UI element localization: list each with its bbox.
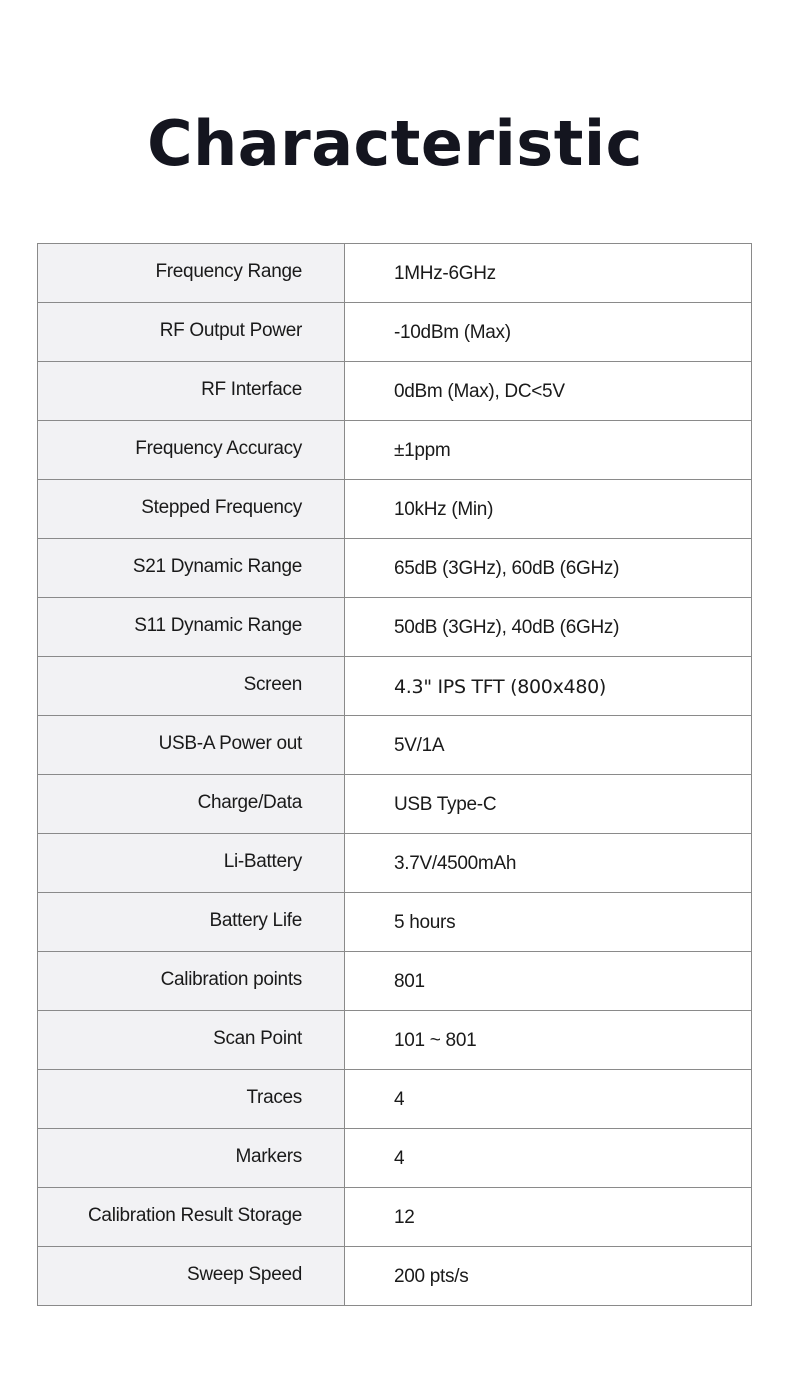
spec-label: Screen [38,657,345,716]
table-row [38,834,752,893]
spec-label: Traces [38,1070,345,1129]
table-row [38,952,752,1011]
spec-value: 0dBm (Max), DC<5V [345,362,752,421]
table-row [38,1188,752,1247]
spec-value: 5V/1A [345,716,752,775]
spec-value: 5 hours [345,893,752,952]
spec-label: S11 Dynamic Range [38,598,345,657]
spec-label: Battery Life [38,893,345,952]
spec-value: USB Type-C [345,775,752,834]
spec-value: 10kHz (Min) [345,480,752,539]
table-row [38,421,752,480]
spec-label: Sweep Speed [38,1247,345,1306]
spec-label: RF Interface [38,362,345,421]
spec-value: 4 [345,1129,752,1188]
spec-value: 4.3" IPS TFT (800x480) [345,657,752,716]
table-row [38,480,752,539]
spec-label: USB-A Power out [38,716,345,775]
table-row [38,893,752,952]
spec-value: 50dB (3GHz), 40dB (6GHz) [345,598,752,657]
page-title: Characteristic [147,107,643,180]
spec-label: Calibration points [38,952,345,1011]
spec-label: Calibration Result Storage [38,1188,345,1247]
spec-value: -10dBm (Max) [345,303,752,362]
table-row [38,303,752,362]
spec-value: 200 pts/s [345,1247,752,1306]
table-row [38,716,752,775]
spec-value: ±1ppm [345,421,752,480]
spec-label: Stepped Frequency [38,480,345,539]
spec-label: RF Output Power [38,303,345,362]
spec-label: Li-Battery [38,834,345,893]
spec-label: S21 Dynamic Range [38,539,345,598]
spec-value: 12 [345,1188,752,1247]
spec-label: Frequency Range [38,244,345,303]
spec-label: Frequency Accuracy [38,421,345,480]
table-row [38,1070,752,1129]
spec-value: 101 ~ 801 [345,1011,752,1070]
spec-label: Scan Point [38,1011,345,1070]
table-row [38,598,752,657]
spec-label: Charge/Data [38,775,345,834]
table-row [38,1247,752,1306]
spec-value: 801 [345,952,752,1011]
spec-value: 3.7V/4500mAh [345,834,752,893]
table-row [38,657,752,716]
spec-value: 4 [345,1070,752,1129]
spec-value: 65dB (3GHz), 60dB (6GHz) [345,539,752,598]
table-row [38,244,752,303]
spec-table [37,243,752,1306]
table-row [38,775,752,834]
table-row [38,362,752,421]
table-row [38,1011,752,1070]
table-row [38,539,752,598]
table-row [38,1129,752,1188]
spec-value: 1MHz-6GHz [345,244,752,303]
spec-label: Markers [38,1129,345,1188]
